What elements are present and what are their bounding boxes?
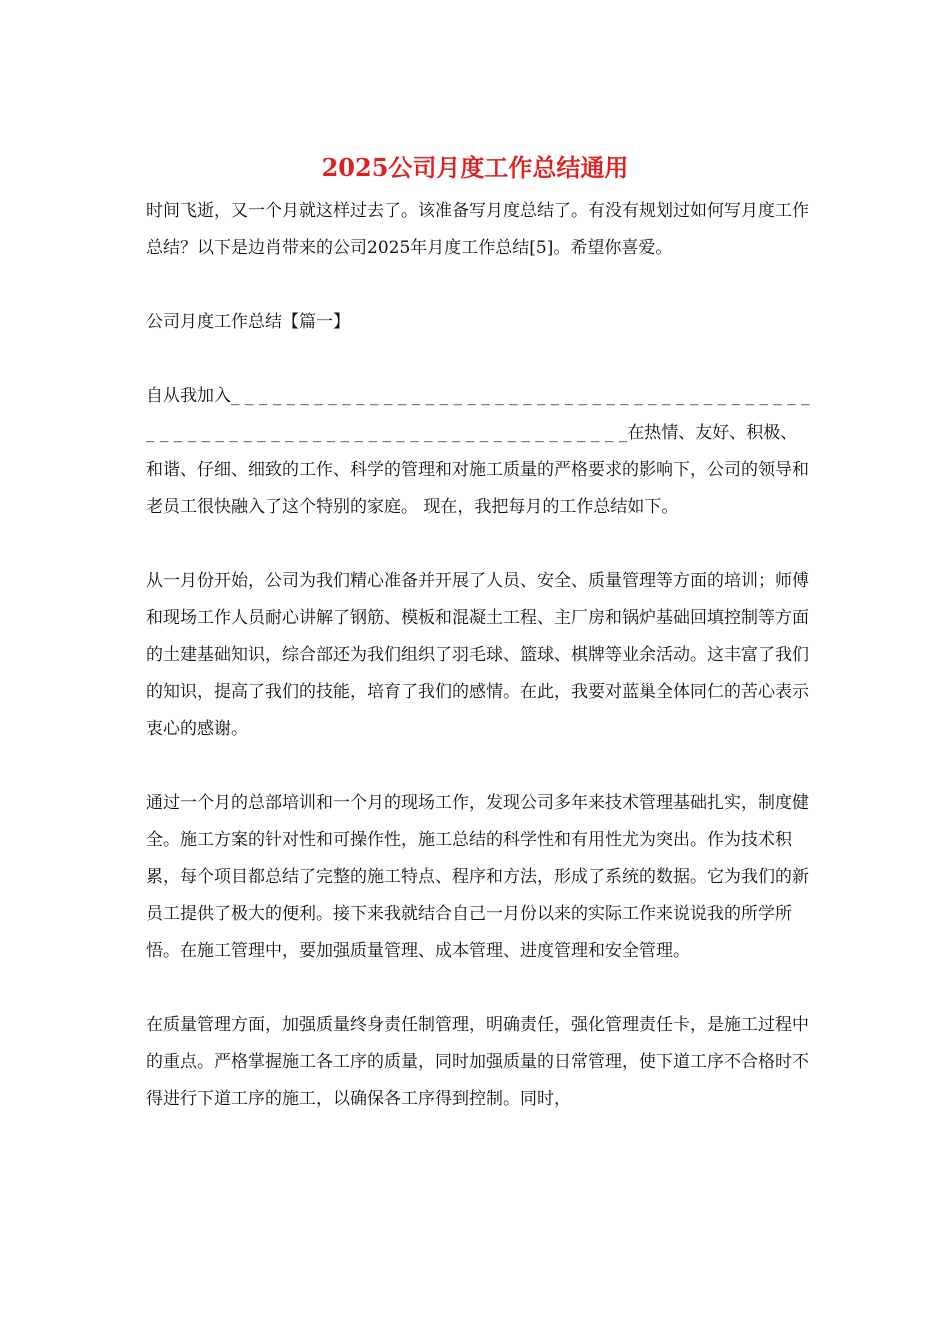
body-paragraph: 通过一个月的总部培训和一个月的现场工作，发现公司多年来技术管理基础扎实，制度健全。施工方案的针对性和可操作性，施工总结的科学性和有用性尤为突出。作为技术积累，每个项目都总结了完整的施工特点、程序和方法，形成了系统的数据。它为我们的新员工提供了极大的便利。接下来我就结合自己一月份以来的实际工作来说说我的所学所悟。在施工管理中，要加强质量管理、成本管理、进度管理和安全管理。 <box>146 793 809 961</box>
document-body <box>146 193 810 1118</box>
body-paragraph: 自从我加入_ _ _ _ _ _ _ _ _ _ _ _ _ _ _ _ _ _ _ _ _ _ _ _ _ _ _ _ _ _ _ _ _ _ _ _ _ _ _ _ _ _ _ _ _ _ _ _ _ _ _ _ _ _ _ _ _ _ _ _ _ _ _ _ _ _ _ _ _ _ _ _ _ _ _ _ _在热情、友好、积极、和谐、仔细、细致的工作、科学的管理和对施工质量的严格要求的影响下，公司的领导和老员工很快融入了这个特别的家庭。 现在，我把每月的工作总结如下。 <box>146 386 810 517</box>
body-paragraph: 从一月份开始，公司为我们精心准备并开展了人员、安全、质量管理等方面的培训；师傅和现场工作人员耐心讲解了钢筋、模板和混凝土工程、主厂房和锅炉基础回填控制等方面的土建基础知识，综合部还为我们组织了羽毛球、篮球、棋牌等业余活动。这丰富了我们的知识，提高了我们的技能，培育了我们的感情。在此，我要对蓝巢全体同仁的苦心表示衷心的感谢。 <box>146 571 809 739</box>
body-paragraph: 在质量管理方面，加强质量终身责任制管理，明确责任，强化管理责任卡，是施工过程中的重点。严格掌握施工各工序的质量，同时加强质量的日常管理，使下道工序不合格时不得进行下道工序的施工，以确保各工序得到控制。同时， <box>146 1015 809 1109</box>
section-heading: 公司月度工作总结【篇一】 <box>146 312 350 332</box>
intro-paragraph: 时间飞逝，又一个月就这样过去了。该准备写月度总结了。有没有规划过如何写月度工作总结？以下是边肖带来的公司2025年月度工作总结[5]。希望你喜爱。 <box>146 201 809 258</box>
document-title: 2025公司月度工作总结通用 <box>321 153 629 182</box>
